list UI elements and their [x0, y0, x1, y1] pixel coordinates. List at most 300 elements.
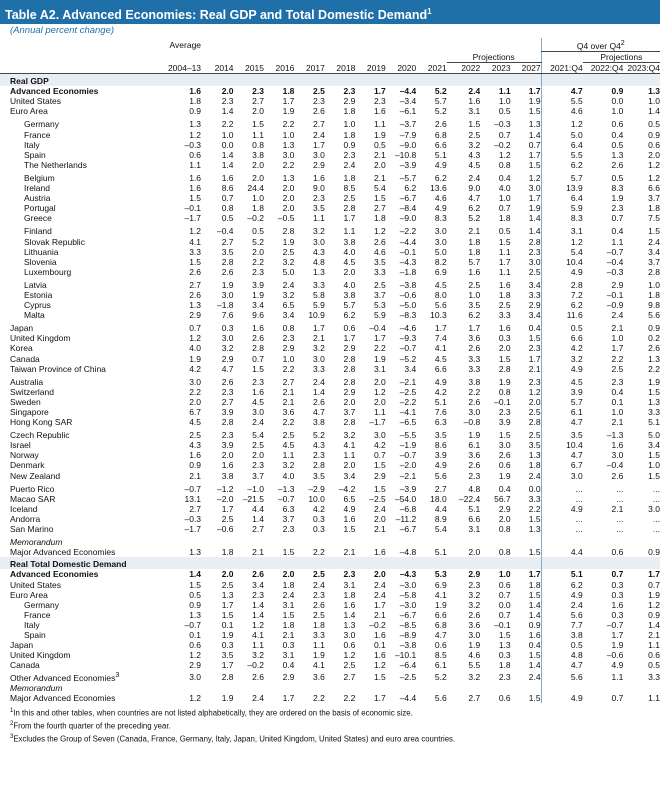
- cell-value: 2.0: [221, 450, 234, 461]
- cell-value: 0.1: [373, 640, 386, 651]
- row-label: [0, 450, 152, 460]
- cell-value: 11.6: [541, 310, 583, 320]
- cell-value: 2.6: [221, 266, 234, 277]
- cell-value: 2.2: [282, 159, 295, 170]
- cell-value: ...: [616, 513, 624, 524]
- row-label-text: France: [24, 129, 51, 140]
- cell-value: 0.5: [648, 660, 660, 671]
- cell-value: 3.3: [468, 353, 481, 364]
- cell-value: 2.3: [343, 149, 356, 160]
- cell-value: 1.4: [528, 599, 541, 610]
- footnote: [10, 706, 660, 719]
- cell-value: 4.7: [434, 629, 447, 640]
- cell-value: 1.1: [252, 640, 264, 651]
- cell-value: 4.6: [434, 193, 447, 204]
- cell-value: 0.6: [498, 460, 511, 471]
- cell-value: 3.5: [468, 300, 481, 311]
- cell-value: 1.9: [434, 599, 447, 610]
- cell-value: 0.5: [541, 640, 583, 650]
- cell-value: 4.5: [252, 396, 264, 407]
- table-row: [0, 193, 660, 203]
- cell-value: 0.7: [373, 450, 386, 461]
- row-label-text: Slovenia: [24, 256, 57, 267]
- footnote: [10, 719, 660, 732]
- cell-value: 4.4: [252, 503, 264, 514]
- cell-value: 1.6: [611, 440, 624, 451]
- cell-value: [541, 537, 583, 547]
- cell-value: 1.0: [252, 193, 264, 204]
- cell-value: 0.8: [498, 159, 511, 170]
- row-label: [0, 610, 152, 620]
- cell-value: 1.3: [189, 609, 202, 620]
- cell-value: 1.6: [498, 323, 511, 334]
- cell-value: 2.9: [373, 470, 386, 481]
- header-blank: [201, 51, 233, 62]
- row-label-text: United Kingdom: [10, 650, 71, 661]
- cell-value: 2.8: [282, 226, 295, 237]
- cell-value: 1.6: [189, 86, 202, 97]
- row-label-text: Euro Area: [10, 589, 48, 600]
- cell-value: –3.9: [399, 159, 417, 170]
- table-row: [0, 494, 660, 504]
- cell-value: [234, 537, 264, 547]
- cell-value: 4.2: [541, 343, 583, 353]
- cell-value: 4.4: [541, 547, 583, 557]
- row-label: [0, 471, 152, 481]
- cell-value: 2.5: [313, 86, 325, 97]
- cell-value: –2.2: [399, 396, 417, 407]
- cell-value: –5.2: [399, 353, 417, 364]
- cell-value: 1.4: [189, 569, 202, 580]
- cell-value: 4.6: [541, 106, 583, 116]
- cell-value: 5.0: [434, 246, 447, 257]
- cell-value: 2.2: [468, 386, 481, 397]
- cell-value: 1.6: [221, 460, 234, 471]
- cell-value: 2.3: [221, 96, 234, 107]
- cell-value: 0.6: [189, 149, 202, 160]
- row-label-text: San Marino: [10, 524, 54, 535]
- cell-value: 2.1: [282, 396, 295, 407]
- cell-value: 1.9: [252, 289, 264, 300]
- cell-value: 1.5: [498, 236, 511, 247]
- cell-value: 0.9: [648, 609, 660, 620]
- cell-value: 0.3: [282, 640, 295, 651]
- cell-value: –1.7: [184, 524, 202, 535]
- cell-value: 2.7: [468, 693, 481, 704]
- cell-value: 3.0: [373, 430, 386, 441]
- cell-value: [152, 683, 201, 693]
- cell-value: 4.1: [343, 440, 356, 451]
- cell-value: 1.7: [221, 599, 234, 610]
- cell-value: 3.0: [313, 353, 325, 364]
- cell-value: 6.8: [434, 129, 447, 140]
- cell-value: 2.3: [252, 589, 264, 600]
- cell-value: 1.0: [611, 106, 624, 117]
- cell-value: 1.3: [189, 119, 202, 130]
- cell-value: 2.2: [528, 503, 541, 514]
- cell-value: 2.8: [252, 343, 264, 354]
- row-label-text: Hong Kong SAR: [10, 417, 73, 428]
- cell-value: 1.7: [373, 599, 386, 610]
- cell-value: –2.5: [369, 493, 386, 504]
- cell-value: 2.0: [373, 513, 386, 524]
- cell-value: 2.4: [313, 129, 325, 140]
- cell-value: 5.3: [373, 300, 386, 311]
- cell-value: 1.6: [313, 172, 325, 183]
- cell-value: 2.8: [528, 236, 541, 247]
- cell-value: 1.7: [313, 139, 325, 150]
- cell-value: [447, 683, 481, 693]
- cell-value: 3.5: [528, 440, 541, 451]
- cell-value: 4.1: [434, 343, 447, 354]
- column-year: 2015: [234, 63, 264, 74]
- cell-value: ...: [616, 493, 624, 504]
- cell-value: 4.1: [313, 660, 325, 671]
- cell-value: 1.5: [282, 547, 295, 558]
- cell-value: 1.9: [373, 129, 386, 140]
- cell-value: 2.2: [313, 693, 325, 704]
- cell-value: 2.7: [434, 483, 447, 494]
- cell-value: 1.2: [189, 693, 202, 704]
- cell-value: 2.2: [282, 119, 295, 130]
- column-year: 2022:Q4: [583, 63, 624, 74]
- cell-value: 3.7: [648, 256, 660, 267]
- cell-value: 3.0: [434, 226, 447, 237]
- cell-value: 1.4: [252, 599, 264, 610]
- cell-value: 2.3: [611, 203, 624, 214]
- cell-value: 6.2: [468, 203, 481, 214]
- cell-value: 5.0: [648, 430, 660, 441]
- cell-value: 3.3: [528, 289, 541, 300]
- cell-value: 2.4: [282, 279, 295, 290]
- row-label-text: Other Advanced Economies: [10, 673, 116, 684]
- cell-value: 8.6: [221, 183, 234, 194]
- cell-value: 1.7: [373, 693, 386, 704]
- row-label-text: Puerto Rico: [10, 483, 55, 494]
- row-label: [0, 173, 152, 183]
- cell-value: 3.1: [282, 650, 295, 661]
- footnote-text: In this and other tables, when countries are not listed alphabetically, they are ordered on the basis of economic size.: [13, 709, 413, 719]
- column-year: 2017: [294, 63, 324, 74]
- table-row: [0, 300, 660, 310]
- cell-value: 1.1: [498, 86, 511, 97]
- cell-value: 1.1: [313, 640, 325, 651]
- cell-value: 1.7: [611, 629, 624, 640]
- cell-value: 2.3: [528, 246, 541, 257]
- cell-value: 5.1: [434, 547, 447, 558]
- cell-value: 5.7: [434, 96, 447, 107]
- cell-value: 2.8: [343, 417, 356, 428]
- cell-value: 4.2: [189, 363, 202, 374]
- cell-value: [386, 683, 416, 693]
- cell-value: 2.6: [498, 450, 511, 461]
- cell-value: 6.4: [541, 193, 583, 203]
- cell-value: 1.5: [252, 119, 264, 130]
- cell-value: 2.0: [189, 396, 202, 407]
- cell-value: 5.1: [434, 149, 447, 160]
- column-year: 2014: [201, 63, 233, 74]
- cell-value: 1.5: [528, 513, 541, 524]
- row-label-text: United States: [10, 579, 62, 590]
- cell-value: 1.7: [498, 256, 511, 267]
- table-header-bar: [0, 0, 660, 24]
- header-blank: [234, 38, 264, 51]
- cell-value: 2.8: [343, 353, 356, 364]
- row-label: [0, 387, 152, 397]
- cell-value: –3.0: [399, 579, 417, 590]
- cell-value: 8.9: [434, 513, 447, 524]
- cell-value: –1.3: [277, 483, 295, 494]
- cell-value: 2.8: [498, 363, 511, 374]
- cell-value: 2.6: [611, 159, 624, 170]
- cell-value: –9.3: [399, 333, 417, 344]
- cell-value: 3.9: [252, 279, 264, 290]
- cell-value: 7.5: [648, 213, 660, 224]
- row-label: [0, 569, 152, 579]
- table-row: [0, 323, 660, 333]
- cell-value: 1.0: [282, 353, 295, 364]
- cell-value: 2.7: [189, 503, 202, 514]
- row-label-text: The Netherlands: [24, 159, 87, 170]
- cell-value: 1.3: [282, 139, 295, 150]
- cell-value: 3.0: [468, 407, 481, 418]
- cell-value: 2.3: [373, 96, 386, 107]
- cell-value: 3.2: [468, 599, 481, 610]
- cell-value: 2.7: [313, 119, 325, 130]
- cell-value: 2.6: [468, 396, 481, 407]
- cell-value: ...: [541, 514, 583, 524]
- cell-value: 3.7: [373, 289, 386, 300]
- cell-value: 1.3: [313, 266, 325, 277]
- row-label-text: France: [24, 609, 51, 620]
- cell-value: 5.9: [541, 203, 583, 213]
- row-label: [0, 364, 152, 374]
- cell-value: 3.0: [541, 471, 583, 481]
- header-blank: [480, 38, 510, 51]
- cell-value: 2.9: [282, 671, 295, 682]
- table-row: [0, 504, 660, 514]
- cell-value: 1.1: [648, 693, 660, 704]
- cell-value: –1.0: [247, 483, 264, 494]
- cell-value: 1.8: [528, 579, 541, 590]
- cell-value: 2.3: [528, 343, 541, 354]
- header-blank: [234, 51, 264, 62]
- cell-value: 3.5: [313, 470, 325, 481]
- row-label-text: New Zealand: [10, 470, 61, 481]
- cell-value: –1.3: [606, 430, 624, 441]
- row-label-text: Israel: [10, 440, 31, 451]
- cell-value: –3.7: [399, 119, 417, 130]
- cell-value: 0.5: [498, 106, 511, 117]
- cell-value: 5.0: [282, 266, 295, 277]
- cell-value: 4.3: [313, 440, 325, 451]
- cell-value: 2.7: [373, 203, 386, 214]
- cell-value: –7.9: [399, 129, 417, 140]
- row-label-text: Lithuania: [24, 246, 59, 257]
- cell-value: 7.2: [541, 290, 583, 300]
- cell-value: 0.8: [221, 203, 234, 214]
- cell-value: 2.5: [528, 430, 541, 441]
- cell-value: [511, 537, 541, 547]
- cell-value: 3.4: [648, 440, 660, 451]
- cell-value: [325, 683, 355, 693]
- cell-value: 4.9: [611, 660, 624, 671]
- row-label: [0, 140, 152, 150]
- cell-value: 1.5: [648, 450, 660, 461]
- cell-value: 2.3: [313, 193, 325, 204]
- cell-value: 6.6: [434, 609, 447, 620]
- cell-value: 2.1: [313, 333, 325, 344]
- row-label: [0, 354, 152, 364]
- cell-value: 1.0: [498, 96, 511, 107]
- cell-value: 2.5: [528, 407, 541, 418]
- row-label: [0, 670, 152, 683]
- cell-value: 2.0: [252, 159, 264, 170]
- cell-value: 3.4: [528, 310, 541, 321]
- cell-value: 0.6: [434, 640, 447, 651]
- cell-value: [264, 683, 294, 693]
- column-year: 2021:Q4: [541, 63, 583, 74]
- cell-value: 2.2: [282, 363, 295, 374]
- cell-value: 1.9: [648, 376, 660, 387]
- cell-value: 3.2: [282, 460, 295, 471]
- cell-value: 1.3: [221, 589, 234, 600]
- table-row: [0, 247, 660, 257]
- cell-value: 2.0: [468, 547, 481, 558]
- cell-value: 3.7: [252, 470, 264, 481]
- row-label: [0, 203, 152, 213]
- cell-value: 2.9: [189, 660, 202, 671]
- cell-value: 8.5: [434, 650, 447, 661]
- cell-value: [201, 537, 233, 547]
- cell-value: 3.0: [648, 503, 660, 514]
- cell-value: 2.6: [189, 266, 202, 277]
- cell-value: –0.7: [399, 450, 417, 461]
- header-blank: [0, 51, 152, 62]
- cell-value: 4.8: [541, 650, 583, 660]
- table-row: [0, 119, 660, 129]
- row-label-text: Czech Republic: [10, 430, 70, 441]
- header-blank: [447, 38, 481, 51]
- cell-value: 3.3: [313, 279, 325, 290]
- cell-value: 6.2: [541, 160, 583, 170]
- cell-value: 0.9: [648, 323, 660, 334]
- cell-value: 4.7: [541, 450, 583, 460]
- cell-value: 3.8: [343, 236, 356, 247]
- cell-value: 0.3: [313, 513, 325, 524]
- cell-value: 1.8: [343, 129, 356, 140]
- cell-value: 0.4: [498, 483, 511, 494]
- cell-value: 9.0: [468, 183, 481, 194]
- column-year: 2019: [355, 63, 385, 74]
- cell-value: 2.4: [528, 671, 541, 682]
- row-label-text: Finland: [24, 226, 52, 237]
- cell-value: 13.9: [541, 183, 583, 193]
- cell-value: 2.0: [373, 569, 386, 580]
- cell-value: 2.0: [648, 149, 660, 160]
- header-blank: [152, 51, 201, 62]
- cell-value: 6.2: [541, 300, 583, 310]
- row-label: [0, 580, 152, 590]
- cell-value: 1.6: [498, 279, 511, 290]
- cell-value: 7.7: [541, 620, 583, 630]
- cell-value: –4.4: [399, 86, 417, 97]
- cell-value: 1.8: [343, 106, 356, 117]
- cell-value: 8.6: [434, 440, 447, 451]
- cell-value: 8.3: [434, 213, 447, 224]
- table-row: [0, 440, 660, 450]
- cell-value: 2.3: [252, 86, 264, 97]
- cell-value: 0.4: [611, 386, 624, 397]
- cell-value: 0.5: [611, 139, 624, 150]
- cell-value: 1.9: [313, 650, 325, 661]
- cell-value: 1.3: [189, 300, 202, 311]
- cell-value: 3.2: [313, 226, 325, 237]
- row-label-text: Austria: [24, 193, 51, 204]
- cell-value: [355, 537, 385, 547]
- table-row: [0, 267, 660, 277]
- cell-value: 24.4: [247, 183, 264, 194]
- cell-value: 1.0: [221, 129, 234, 140]
- row-label-text: Malta: [24, 310, 45, 321]
- cell-value: [386, 537, 416, 547]
- cell-value: 4.9: [541, 590, 583, 600]
- cell-value: 0.5: [189, 589, 202, 600]
- table-row: [0, 670, 660, 683]
- cell-value: 0.9: [189, 599, 202, 610]
- cell-value: 8.5: [343, 183, 356, 194]
- cell-value: 1.8: [313, 619, 325, 630]
- cell-value: 4.5: [434, 279, 447, 290]
- cell-value: –0.6: [606, 650, 624, 661]
- cell-value: 2.3: [498, 671, 511, 682]
- cell-value: 6.6: [541, 333, 583, 343]
- cell-value: 2.9: [528, 300, 541, 311]
- cell-value: 1.8: [648, 203, 660, 214]
- cell-value: 5.1: [434, 396, 447, 407]
- cell-value: 1.8: [221, 547, 234, 558]
- cell-value: 1.5: [498, 629, 511, 640]
- cell-value: 2.8: [648, 266, 660, 277]
- cell-value: 1.1: [498, 266, 511, 277]
- cell-value: 1.7: [282, 96, 295, 107]
- table-row: [0, 96, 660, 106]
- cell-value: –2.5: [399, 386, 417, 397]
- cell-value: –6.7: [399, 524, 417, 535]
- table-row: [0, 547, 660, 557]
- cell-value: 2.3: [468, 579, 481, 590]
- cell-value: 5.6: [541, 610, 583, 620]
- cell-value: 0.8: [498, 547, 511, 558]
- cell-value: 4.0: [189, 343, 202, 354]
- cell-value: 0.4: [611, 129, 624, 140]
- header-blank: [355, 51, 385, 62]
- cell-value: 4.2: [434, 386, 447, 397]
- cell-value: 3.8: [468, 376, 481, 387]
- cell-value: 8.2: [434, 256, 447, 267]
- cell-value: 2.4: [528, 470, 541, 481]
- cell-value: 3.4: [528, 279, 541, 290]
- row-label-text: Advanced Economies: [10, 569, 99, 580]
- cell-value: 1.5: [528, 693, 541, 704]
- cell-value: 5.9: [373, 310, 386, 321]
- cell-value: 1.9: [282, 106, 295, 117]
- cell-value: 1.3: [189, 547, 202, 558]
- cell-value: 10.0: [308, 493, 325, 504]
- footnote-text: From the fourth quarter of the preceding year.: [13, 721, 171, 731]
- cell-value: 2.0: [252, 172, 264, 183]
- cell-value: –1.8: [216, 300, 234, 311]
